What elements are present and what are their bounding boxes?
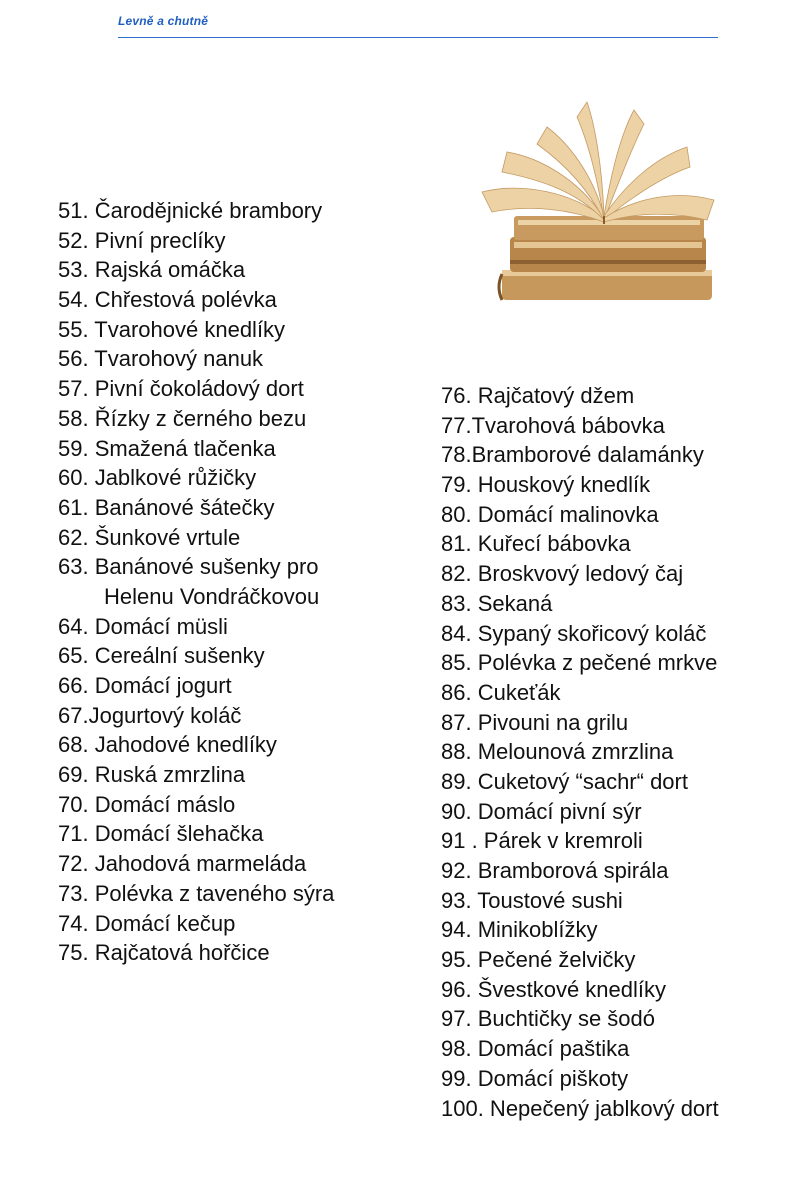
header-rule <box>118 37 718 38</box>
list-item: 74. Domácí kečup <box>58 910 236 936</box>
recipe-list-right <box>441 381 719 1123</box>
list-item: 84. Sypaný skořicový koláč <box>441 620 707 646</box>
list-item: 71. Domácí šlehačka <box>58 821 264 847</box>
list-item: 93. Toustové sushi <box>441 887 623 913</box>
list-item: 72. Jahodová marmeláda <box>58 851 307 877</box>
list-item: 95. Pečené želvičky <box>441 947 636 973</box>
list-item: 58. Řízky z černého bezu <box>58 405 307 431</box>
header-title: Levně a chutně <box>118 14 209 28</box>
list-item: 77.Tvarohová bábovka <box>441 412 665 438</box>
list-item-continuation: Helenu Vondráčkovou <box>104 583 320 609</box>
list-item: 76. Rajčatový džem <box>441 383 635 408</box>
list-item: 65. Cereální sušenky <box>58 643 265 669</box>
list-item: 83. Sekaná <box>441 590 553 616</box>
list-item: 96. Švestkové knedlíky <box>441 976 667 1002</box>
list-item: 66. Domácí jogurt <box>58 673 232 698</box>
list-item: 56. Tvarohový nanuk <box>58 346 264 372</box>
list-item: 97. Buchtičky se šodó <box>441 1006 656 1032</box>
list-item: 86. Cukeťák <box>441 679 561 705</box>
list-item: 88. Melounová zmrzlina <box>441 739 674 765</box>
list-item: 80. Domácí malinovka <box>441 501 659 527</box>
list-item: 79. Houskový knedlík <box>441 472 651 498</box>
list-item: 70. Domácí máslo <box>58 791 236 817</box>
list-item: 82. Broskvový ledový čaj <box>441 561 684 587</box>
list-item: 85. Polévka z pečené mrkve <box>441 650 718 676</box>
list-item: 73. Polévka z taveného sýra <box>58 880 335 906</box>
list-item: 94. Minikoblížky <box>441 917 598 943</box>
list-item: 98. Domácí paštika <box>441 1036 630 1062</box>
list-item: 78.Bramborové dalamánky <box>441 442 704 468</box>
list-item: 51. Čarodějnické brambory <box>58 198 323 223</box>
list-item: 89. Cuketový “sachr“ dort <box>441 768 688 794</box>
open-book-stack-icon <box>452 92 752 312</box>
list-item: 60. Jablkové růžičky <box>58 465 257 491</box>
list-item: 59. Smažená tlačenka <box>58 435 276 461</box>
list-item: 91 . Párek v kremroli <box>441 828 643 854</box>
list-item: 63. Banánové sušenky pro <box>58 554 319 580</box>
recipe-list-left <box>58 196 334 968</box>
list-item: 55. Tvarohové knedlíky <box>58 316 286 342</box>
list-item: 68. Jahodové knedlíky <box>58 732 277 758</box>
list-item: 62. Šunkové vrtule <box>58 524 241 550</box>
list-item: 69. Ruská zmrzlina <box>58 762 246 788</box>
list-item: 100. Nepečený jablkový dort <box>441 1095 719 1121</box>
list-item: 90. Domácí pivní sýr <box>441 798 642 824</box>
list-item: 54. Chřestová polévka <box>58 287 277 313</box>
list-item: 75. Rajčatová hořčice <box>58 940 270 966</box>
list-item: 61. Banánové šátečky <box>58 494 275 520</box>
list-item: 67.Jogurtový koláč <box>58 702 242 728</box>
list-item: 92. Bramborová spirála <box>441 858 669 883</box>
list-item: 57. Pivní čokoládový dort <box>58 376 304 402</box>
list-item: 53. Rajská omáčka <box>58 257 246 283</box>
list-item: 64. Domácí müsli <box>58 613 228 639</box>
list-item: 81. Kuřecí bábovka <box>441 531 631 557</box>
list-item: 99. Domácí piškoty <box>441 1065 629 1091</box>
list-item: 52. Pivní preclíky <box>58 227 226 253</box>
list-item: 87. Pivouni na grilu <box>441 709 629 735</box>
